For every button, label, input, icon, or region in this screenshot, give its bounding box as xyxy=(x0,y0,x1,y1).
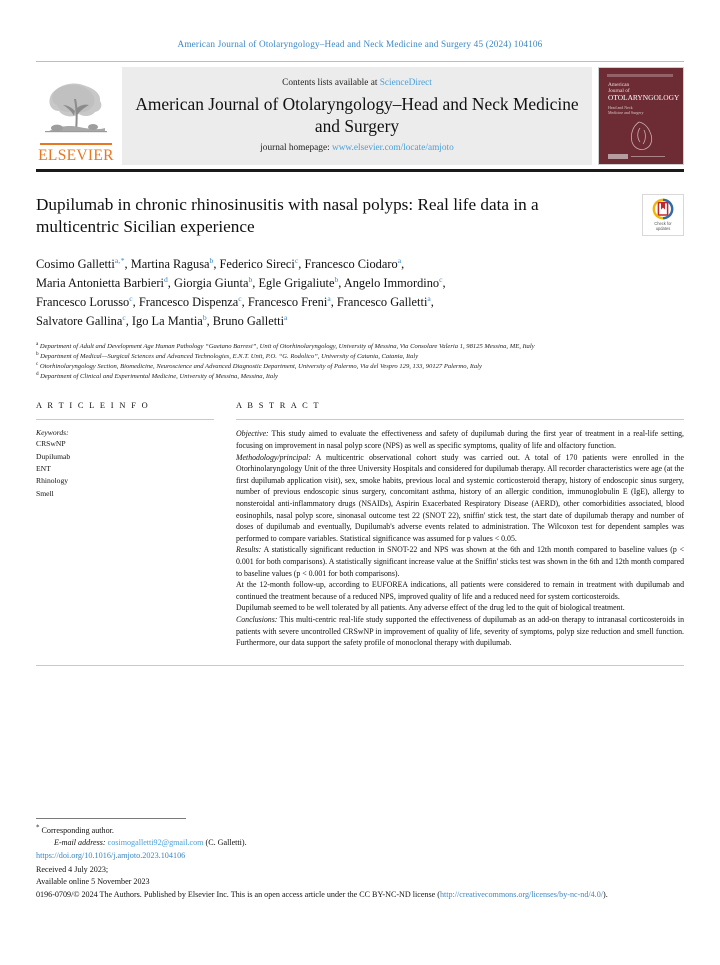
corresponding-author-note xyxy=(36,825,684,837)
svg-text:Head and Neck: Head and Neck xyxy=(608,105,633,110)
sciencedirect-link[interactable]: ScienceDirect xyxy=(379,77,432,88)
keywords-label: Keywords: xyxy=(36,428,69,438)
crossmark-caption-line1: Check for xyxy=(654,221,672,227)
asterisk-marker: * xyxy=(36,823,40,832)
crossmark-container[interactable] xyxy=(640,194,684,236)
journal-title: American Journal of Otolaryngology–Head and Neck Medicine and Surgery xyxy=(135,93,579,136)
abstract-section-label: Methodology/principal: xyxy=(236,452,311,462)
info-abstract-row xyxy=(36,401,684,648)
svg-text:Journal of: Journal of xyxy=(608,88,630,94)
affiliation-marker: c xyxy=(36,360,39,367)
keyword-item: ENT xyxy=(36,464,51,473)
copyright-pre: 0196-0709/© 2024 The Authors. Published by Elsevier Inc. This is an open access article under the CC BY-NC-ND license ( xyxy=(36,889,440,899)
article-info-heading: A R T I C L E I N F O xyxy=(36,401,150,411)
running-head: American Journal of Otolaryngology–Head and Neck Medicine and Surgery 45 (2024) 104106 xyxy=(177,39,543,49)
journal-cover-art xyxy=(599,68,683,164)
license-link[interactable]: http://creativecommons.org/licenses/by-nc-nd/4.0/ xyxy=(439,889,603,899)
journal-homepage-link[interactable]: www.elsevier.com/locate/amjoto xyxy=(332,143,454,154)
affiliation-marker: a xyxy=(36,340,39,347)
contents-available-line xyxy=(132,78,582,88)
affiliation-marker: b xyxy=(36,350,39,357)
page-title: Dupilumab in chronic rhinosinusitis with nasal polyps: Real life data in a multicentric Sicilian experience xyxy=(36,194,539,237)
journal-cover-thumbnail xyxy=(598,67,684,165)
email-link[interactable]: cosimogalletti92@gmail.com xyxy=(107,838,204,848)
contents-prefix: Contents lists available at xyxy=(282,77,380,88)
keyword-item: Rhinology xyxy=(36,476,69,486)
affiliation-b: $^b$ Department of Medical—Surgical Sciences and Advanced Technologies, E.N.T. Unit, P.O. “G. Rodolico”, University of Catania, Catania, Italy xyxy=(36,350,419,360)
abstract-section: At the 12-month follow-up, according to EUFOREA indications, all patients were considered to remain in treatment with dupilumab and continued the treatment because of a reduced NPS, improved quality of life and a reduced need for system corticosteroids. xyxy=(236,580,684,601)
abstract-section: Dupilumab seemed to be well tolerated by all patients. Any adverse effect of the drug led to the quit of biological treatment. xyxy=(236,603,625,613)
keyword-item: Dupilumab xyxy=(36,451,71,461)
keyword-item: Smell xyxy=(36,488,54,498)
email-note xyxy=(36,837,684,849)
copyright-line xyxy=(36,889,686,901)
article-info-column xyxy=(36,401,236,499)
abstract-section: Methodology/principal: A multicentric observational cohort study was carried out. A total of 170 patients were enrolled in the Otorhinolaryngology Unit of the three University Hospitals and considered for dupilumab therapy. All recorder characteristics were age (at the first dupilumab application visit), sex, smoke habits, previous local and systemic corticosteroid therapy, history of endoscopic sinus surgery, number of previous endoscopic sinus surgery, concomitant asthma, history of an allergic condition, immunoglobulin E (IgE), allergy to nonsteroidal anti-inflammatory drugs (NSAIDs), Aspirin Exacerbated Respiratory Disease (AERD), other comorbidities associated, blood eosinophils, nasal polyp score, sinonasal outcome test 22 (SNOT 22), sniffin' stick test, the start date of dupilumab therapy and number of doses of dupilumab and eventually, Dupilumab's adverse events related to administration. The Wilcoxon test for dependent samples was performed to compare variables. Statistical significance was assumed for p values < 0.05. xyxy=(236,452,684,543)
corresponding-author-text: Corresponding author. xyxy=(41,826,114,835)
article-info-rule xyxy=(36,419,214,420)
email-suffix: (C. Galletti). xyxy=(205,838,247,848)
journal-masthead xyxy=(36,61,684,165)
received-date: Received 4 July 2023; xyxy=(36,865,109,874)
footnote-block xyxy=(36,818,684,849)
abstract-body xyxy=(236,428,684,648)
elsevier-tree-icon xyxy=(43,81,109,143)
svg-text:American: American xyxy=(608,82,630,88)
footnote-rule xyxy=(36,818,186,819)
svg-text:OTOLARYNGOLOGY: OTOLARYNGOLOGY xyxy=(608,93,680,102)
affiliation-c: $^c$ Otorhinolaryngology Section, Biomedicine, Neuroscience and Advanced Diagnostic Department, University of Palermo, Via del Vespro 129, 133, 90127 Palermo, Italy xyxy=(36,360,482,370)
abstract-section: Results: A statistically significant reduction in SNOT-22 and NPS was shown at the 6th and 12th month compared to baseline values (p < 0.001 for both comparisons). A statistically significant increase value at the Sniffin' sticks test was shown in the 6th and 12th month compared to baseline values (p < 0.001 for both comparisons). xyxy=(236,545,684,578)
affiliation-marker: d xyxy=(36,370,39,377)
copyright-post: ). xyxy=(603,889,608,899)
doi-link[interactable]: https://doi.org/10.1016/j.amjoto.2023.104106 xyxy=(36,851,186,860)
svg-text:Medicine and Surgery: Medicine and Surgery xyxy=(608,110,644,115)
crossmark-icon xyxy=(652,198,674,220)
affiliation-list xyxy=(36,342,684,382)
affiliation-d: $^d$ Department of Clinical and Experimental Medicine, University of Messina, Messina, Italy xyxy=(36,370,278,380)
publication-info xyxy=(36,864,686,901)
elsevier-wordmark: ELSEVIER xyxy=(38,146,114,164)
abstract-section-label: Results: xyxy=(236,545,262,555)
keyword-item: CRSwNP xyxy=(36,439,66,449)
abstract-section-label: Conclusions: xyxy=(236,614,278,624)
crossmark-caption-line2: updates xyxy=(655,226,671,232)
abstract-section: Objective: This study aimed to evaluate the effectiveness and safety of dupilumab during the first year of treatment in a real-life setting, focusing on improvement in nasal polyp score (NPS) as well as specific symptoms, quality of life and olfactory function. xyxy=(236,429,684,450)
elsevier-logo xyxy=(36,67,116,165)
crossmark-caption xyxy=(654,221,672,231)
abstract-heading: A B S T R A C T xyxy=(236,401,321,411)
author-list: Cosimo Galletti$^{a, *}$, Martina Ragusa$^b$, Federico Sireci$^c$, Francesco Ciodaro$^a$, Maria Antonietta Barbieri$^d$, Giorgia Giunta$^b$, Egle Grigaliute$^b$, Angelo Immordino$^c$, Francesco Lorusso$^c$, Francesco Dispenza$^c$, Francesco Freni$^a$, Francesco Galletti$^a$, Salvatore Gallina$^c$, Igo La Mantia$^b$, Bruno Galletti$^a$ xyxy=(36,256,446,328)
homepage-prefix: journal homepage: xyxy=(260,143,332,154)
abstract-column xyxy=(236,401,684,648)
available-online-date: Available online 5 November 2023 xyxy=(36,877,150,887)
journal-homepage-line xyxy=(132,143,582,153)
elsevier-logo-rule xyxy=(40,143,112,144)
abstract-rule xyxy=(236,419,684,420)
abstract-bottom-rule xyxy=(36,665,684,666)
abstract-section: Conclusions: This multi-centric real-life study supported the effectiveness of dupilumab as an add-on therapy to intranasal corticosteroids in patients with severe uncontrolled CRSwNP in improvement of quality of life, severity of symptoms, polyp size reduction and smell function. Furthermore, our data support the safety profile of monoclonal therapy with dupilumab. xyxy=(236,614,684,648)
crossmark-badge[interactable] xyxy=(642,194,684,236)
email-label: E-mail address: xyxy=(54,838,106,848)
title-block xyxy=(36,194,684,240)
affiliation-a: $^a$ Department of Adult and Development Age Human Pathology “Gaetano Barresi”, Unit of Otorhinolaryngology, University of Messina, Via Consolare Valeria 1, 98125 Messina, ME, Italy xyxy=(36,340,535,350)
keywords-list xyxy=(36,438,214,499)
masthead-center xyxy=(122,67,592,165)
abstract-section-label: Objective: xyxy=(236,429,269,439)
masthead-bottom-rule xyxy=(36,169,684,172)
